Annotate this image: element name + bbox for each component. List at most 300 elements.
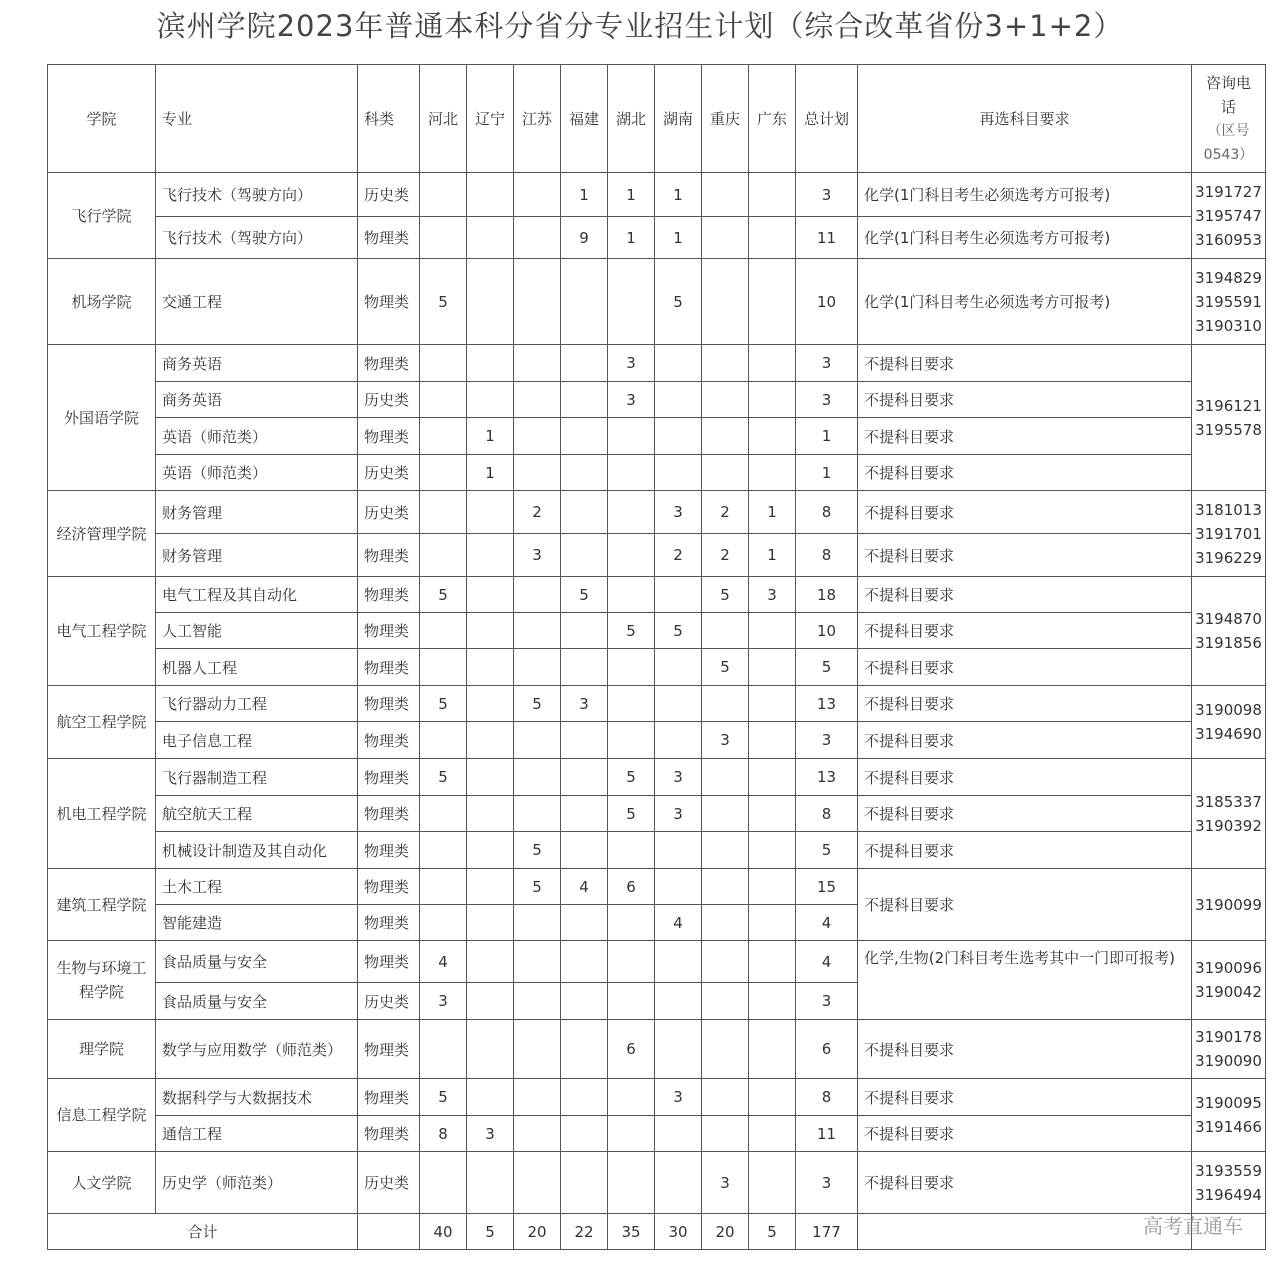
province-count bbox=[514, 382, 561, 418]
phone-number: 3190099 bbox=[1195, 895, 1262, 914]
province-count bbox=[467, 941, 514, 983]
subject-requirement: 不提科目要求 bbox=[858, 491, 1192, 534]
total-plan: 4 bbox=[796, 905, 858, 941]
subject-requirement: 化学(1门科目考生必须选考方可报考) bbox=[858, 259, 1192, 345]
phone-number: 3194870 bbox=[1195, 610, 1262, 628]
province-count bbox=[702, 1020, 749, 1079]
header-total: 总计划 bbox=[796, 65, 858, 173]
summary-count: 30 bbox=[655, 1214, 702, 1250]
province-count bbox=[608, 649, 655, 686]
province-count bbox=[702, 759, 749, 796]
header-college: 学院 bbox=[48, 65, 156, 173]
province-count bbox=[514, 649, 561, 686]
province-count bbox=[655, 1020, 702, 1079]
province-count bbox=[749, 832, 796, 869]
province-count bbox=[514, 759, 561, 796]
major-name: 数学与应用数学（师范类） bbox=[156, 1020, 358, 1079]
province-count bbox=[514, 796, 561, 832]
total-plan: 4 bbox=[796, 941, 858, 983]
province-count bbox=[702, 259, 749, 345]
province-count bbox=[561, 455, 608, 491]
province-count: 3 bbox=[749, 577, 796, 613]
province-count bbox=[702, 796, 749, 832]
total-plan: 8 bbox=[796, 491, 858, 534]
summary-count: 20 bbox=[702, 1214, 749, 1250]
province-count bbox=[749, 722, 796, 759]
province-count: 4 bbox=[655, 905, 702, 941]
table-row bbox=[48, 534, 1266, 577]
province-count bbox=[608, 905, 655, 941]
province-count bbox=[749, 613, 796, 649]
province-count bbox=[514, 941, 561, 983]
province-count bbox=[608, 418, 655, 455]
province-count: 5 bbox=[608, 796, 655, 832]
major-name: 数据科学与大数据技术 bbox=[156, 1079, 358, 1116]
subject-requirement: 化学,生物(2门科目考生选考其中一门即可报考) bbox=[858, 941, 1192, 1020]
province-count: 3 bbox=[608, 345, 655, 382]
phone-number: 3196229 bbox=[1195, 548, 1262, 567]
province-count bbox=[749, 941, 796, 983]
phone-number: 3194829 bbox=[1195, 268, 1262, 287]
province-count bbox=[702, 686, 749, 722]
phone-number: 3196121 bbox=[1195, 396, 1262, 415]
college-name: 电气工程学院 bbox=[48, 577, 156, 686]
table-row bbox=[48, 382, 1266, 418]
phone-number: 3193559 bbox=[1195, 1161, 1262, 1180]
contact-phone bbox=[1192, 1020, 1266, 1079]
subject-requirement: 化学(1门科目考生必须选考方可报考) bbox=[858, 173, 1192, 217]
header-province: 辽宁 bbox=[467, 65, 514, 173]
province-count bbox=[420, 722, 467, 759]
province-count bbox=[467, 796, 514, 832]
province-count bbox=[467, 869, 514, 905]
province-count bbox=[420, 613, 467, 649]
province-count: 3 bbox=[420, 983, 467, 1020]
province-count bbox=[749, 345, 796, 382]
province-count bbox=[420, 1152, 467, 1214]
province-count: 5 bbox=[608, 613, 655, 649]
table-row bbox=[48, 173, 1266, 217]
subject-type: 历史类 bbox=[358, 455, 420, 491]
subject-requirement: 不提科目要求 bbox=[858, 722, 1192, 759]
summary-count: 35 bbox=[608, 1214, 655, 1250]
province-count bbox=[702, 613, 749, 649]
province-count: 5 bbox=[514, 832, 561, 869]
province-count: 3 bbox=[702, 722, 749, 759]
header-row bbox=[48, 65, 1266, 173]
college-name: 航空工程学院 bbox=[48, 686, 156, 759]
province-count bbox=[749, 173, 796, 217]
summary-count: 22 bbox=[561, 1214, 608, 1250]
college-name: 生物与环境工程学院 bbox=[48, 941, 156, 1020]
major-name: 财务管理 bbox=[156, 534, 358, 577]
province-count bbox=[561, 722, 608, 759]
province-count bbox=[514, 1020, 561, 1079]
province-count: 1 bbox=[467, 455, 514, 491]
province-count bbox=[655, 455, 702, 491]
province-count bbox=[749, 1079, 796, 1116]
major-name: 食品质量与安全 bbox=[156, 983, 358, 1020]
province-count: 1 bbox=[608, 217, 655, 259]
province-count: 5 bbox=[702, 649, 749, 686]
major-name: 英语（师范类） bbox=[156, 418, 358, 455]
table-row bbox=[48, 1020, 1266, 1079]
province-count bbox=[608, 491, 655, 534]
province-count bbox=[467, 905, 514, 941]
total-plan: 10 bbox=[796, 259, 858, 345]
major-name: 飞行技术（驾驶方向） bbox=[156, 173, 358, 217]
province-count: 1 bbox=[561, 173, 608, 217]
province-count bbox=[420, 418, 467, 455]
subject-type: 物理类 bbox=[358, 345, 420, 382]
table-row bbox=[48, 1152, 1266, 1214]
contact-phone bbox=[1192, 577, 1266, 686]
phone-number: 3160953 bbox=[1195, 230, 1262, 249]
province-count bbox=[420, 649, 467, 686]
province-count: 5 bbox=[655, 613, 702, 649]
subject-requirement: 不提科目要求 bbox=[858, 613, 1192, 649]
province-count bbox=[608, 455, 655, 491]
province-count bbox=[514, 1152, 561, 1214]
phone-number: 3195747 bbox=[1195, 206, 1262, 225]
header-major: 专业 bbox=[156, 65, 358, 173]
province-count bbox=[702, 1116, 749, 1152]
subject-type: 物理类 bbox=[358, 1020, 420, 1079]
major-name: 飞行技术（驾驶方向） bbox=[156, 217, 358, 259]
header-phone bbox=[1192, 65, 1266, 173]
province-count bbox=[514, 1116, 561, 1152]
province-count bbox=[420, 173, 467, 217]
province-count bbox=[514, 217, 561, 259]
phone-number: 3190098 bbox=[1195, 701, 1262, 719]
province-count bbox=[514, 1079, 561, 1116]
subject-requirement: 不提科目要求 bbox=[858, 759, 1192, 796]
college-name: 人文学院 bbox=[48, 1152, 156, 1214]
table-row bbox=[48, 1116, 1266, 1152]
province-count bbox=[420, 1020, 467, 1079]
province-count bbox=[608, 259, 655, 345]
province-count bbox=[420, 832, 467, 869]
province-count bbox=[749, 259, 796, 345]
subject-type: 物理类 bbox=[358, 259, 420, 345]
table-row bbox=[48, 796, 1266, 832]
subject-type: 物理类 bbox=[358, 722, 420, 759]
header-province: 重庆 bbox=[702, 65, 749, 173]
subject-requirement: 不提科目要求 bbox=[858, 382, 1192, 418]
contact-phone bbox=[1192, 173, 1266, 259]
phone-number: 3181013 bbox=[1195, 500, 1262, 519]
header-type: 科类 bbox=[358, 65, 420, 173]
phone-number: 3191856 bbox=[1195, 634, 1262, 652]
province-count: 2 bbox=[655, 534, 702, 577]
province-count bbox=[420, 869, 467, 905]
province-count bbox=[655, 722, 702, 759]
province-count bbox=[514, 418, 561, 455]
major-name: 商务英语 bbox=[156, 382, 358, 418]
enrollment-plan-table bbox=[47, 64, 1266, 1250]
subject-requirement: 不提科目要求 bbox=[858, 1020, 1192, 1079]
province-count bbox=[420, 905, 467, 941]
province-count bbox=[467, 491, 514, 534]
table-row bbox=[48, 869, 1266, 905]
province-count bbox=[561, 491, 608, 534]
province-count bbox=[608, 1152, 655, 1214]
phone-number: 3190178 bbox=[1195, 1028, 1262, 1046]
province-count bbox=[561, 796, 608, 832]
province-count bbox=[608, 983, 655, 1020]
contact-phone bbox=[1192, 491, 1266, 577]
header-requirement: 再选科目要求 bbox=[858, 65, 1192, 173]
province-count: 4 bbox=[420, 941, 467, 983]
province-count bbox=[749, 686, 796, 722]
college-name: 外国语学院 bbox=[48, 345, 156, 491]
province-count bbox=[655, 649, 702, 686]
province-count bbox=[420, 491, 467, 534]
total-plan: 10 bbox=[796, 613, 858, 649]
contact-phone bbox=[1192, 1079, 1266, 1152]
subject-requirement: 不提科目要求 bbox=[858, 1116, 1192, 1152]
contact-phone bbox=[1192, 259, 1266, 345]
province-count bbox=[655, 418, 702, 455]
province-count: 1 bbox=[467, 418, 514, 455]
province-count bbox=[702, 345, 749, 382]
province-count bbox=[561, 382, 608, 418]
province-count: 5 bbox=[702, 577, 749, 613]
total-plan: 3 bbox=[796, 722, 858, 759]
province-count bbox=[467, 534, 514, 577]
table-row bbox=[48, 577, 1266, 613]
province-count bbox=[514, 577, 561, 613]
province-count bbox=[514, 173, 561, 217]
table-row bbox=[48, 722, 1266, 759]
subject-type: 历史类 bbox=[358, 1152, 420, 1214]
phone-number: 3194690 bbox=[1195, 725, 1262, 743]
total-plan: 1 bbox=[796, 455, 858, 491]
total-plan: 11 bbox=[796, 1116, 858, 1152]
total-plan: 3 bbox=[796, 1152, 858, 1214]
province-count bbox=[749, 1152, 796, 1214]
province-count bbox=[561, 983, 608, 1020]
province-count: 5 bbox=[420, 577, 467, 613]
province-count bbox=[467, 1020, 514, 1079]
province-count bbox=[608, 722, 655, 759]
province-count bbox=[561, 1152, 608, 1214]
major-name: 人工智能 bbox=[156, 613, 358, 649]
province-count bbox=[702, 983, 749, 1020]
table-row bbox=[48, 1079, 1266, 1116]
total-plan: 3 bbox=[796, 173, 858, 217]
province-count bbox=[467, 259, 514, 345]
subject-type: 物理类 bbox=[358, 832, 420, 869]
subject-type: 历史类 bbox=[358, 983, 420, 1020]
province-count: 5 bbox=[420, 259, 467, 345]
subject-type: 物理类 bbox=[358, 905, 420, 941]
province-count: 5 bbox=[608, 759, 655, 796]
college-name: 理学院 bbox=[48, 1020, 156, 1079]
province-count bbox=[608, 534, 655, 577]
major-name: 飞行器制造工程 bbox=[156, 759, 358, 796]
province-count bbox=[514, 722, 561, 759]
province-count bbox=[561, 345, 608, 382]
province-count: 5 bbox=[561, 577, 608, 613]
header-phone-line: 话 bbox=[1220, 97, 1236, 116]
major-name: 机器人工程 bbox=[156, 649, 358, 686]
province-count bbox=[467, 832, 514, 869]
table-row bbox=[48, 649, 1266, 686]
summary-type-blank bbox=[358, 1214, 420, 1250]
province-count bbox=[561, 1020, 608, 1079]
province-count bbox=[467, 577, 514, 613]
province-count: 1 bbox=[608, 173, 655, 217]
province-count bbox=[467, 613, 514, 649]
province-count bbox=[561, 1116, 608, 1152]
province-count bbox=[749, 1020, 796, 1079]
phone-number: 3191466 bbox=[1195, 1118, 1262, 1136]
province-count: 5 bbox=[420, 1079, 467, 1116]
province-count: 1 bbox=[655, 217, 702, 259]
header-province: 湖南 bbox=[655, 65, 702, 173]
major-name: 交通工程 bbox=[156, 259, 358, 345]
province-count bbox=[608, 1116, 655, 1152]
province-count bbox=[749, 455, 796, 491]
subject-type: 历史类 bbox=[358, 382, 420, 418]
subject-type: 物理类 bbox=[358, 613, 420, 649]
subject-requirement: 化学(1门科目考生必须选考方可报考) bbox=[858, 217, 1192, 259]
table-row bbox=[48, 832, 1266, 869]
subject-type: 物理类 bbox=[358, 1116, 420, 1152]
subject-requirement: 不提科目要求 bbox=[858, 534, 1192, 577]
province-count bbox=[514, 613, 561, 649]
total-plan: 13 bbox=[796, 759, 858, 796]
province-count bbox=[655, 1116, 702, 1152]
header-province: 福建 bbox=[561, 65, 608, 173]
college-name: 信息工程学院 bbox=[48, 1079, 156, 1152]
province-count bbox=[561, 905, 608, 941]
province-count bbox=[561, 941, 608, 983]
subject-requirement: 不提科目要求 bbox=[858, 869, 1192, 941]
province-count bbox=[420, 534, 467, 577]
province-count bbox=[608, 1079, 655, 1116]
summary-total: 177 bbox=[796, 1214, 858, 1250]
total-plan: 11 bbox=[796, 217, 858, 259]
college-name: 机场学院 bbox=[48, 259, 156, 345]
subject-requirement: 不提科目要求 bbox=[858, 686, 1192, 722]
major-name: 飞行器动力工程 bbox=[156, 686, 358, 722]
contact-phone bbox=[1192, 686, 1266, 759]
total-plan: 3 bbox=[796, 345, 858, 382]
subject-requirement: 不提科目要求 bbox=[858, 649, 1192, 686]
subject-type: 物理类 bbox=[358, 869, 420, 905]
total-plan: 18 bbox=[796, 577, 858, 613]
province-count bbox=[561, 649, 608, 686]
province-count bbox=[608, 941, 655, 983]
subject-type: 物理类 bbox=[358, 534, 420, 577]
province-count bbox=[608, 832, 655, 869]
phone-number: 3190095 bbox=[1195, 1094, 1262, 1112]
subject-type: 物理类 bbox=[358, 577, 420, 613]
province-count: 3 bbox=[608, 382, 655, 418]
table-row bbox=[48, 941, 1266, 983]
province-count bbox=[749, 905, 796, 941]
subject-type: 物理类 bbox=[358, 418, 420, 455]
province-count bbox=[655, 869, 702, 905]
header-phone-line: 咨询电 bbox=[1205, 73, 1251, 92]
major-name: 商务英语 bbox=[156, 345, 358, 382]
table-row bbox=[48, 686, 1266, 722]
phone-number: 3191727 bbox=[1195, 182, 1262, 201]
summary-count: 40 bbox=[420, 1214, 467, 1250]
major-name: 英语（师范类） bbox=[156, 455, 358, 491]
total-plan: 3 bbox=[796, 983, 858, 1020]
summary-row bbox=[48, 1214, 1266, 1250]
subject-type: 物理类 bbox=[358, 941, 420, 983]
phone-number: 3190042 bbox=[1195, 983, 1262, 1001]
province-count: 3 bbox=[655, 759, 702, 796]
province-count bbox=[702, 455, 749, 491]
subject-requirement: 不提科目要求 bbox=[858, 418, 1192, 455]
province-count: 1 bbox=[749, 534, 796, 577]
table-row bbox=[48, 418, 1266, 455]
contact-phone bbox=[1192, 869, 1266, 941]
subject-requirement: 不提科目要求 bbox=[858, 1079, 1192, 1116]
province-count: 5 bbox=[514, 869, 561, 905]
watermark: 高考直通车 bbox=[1143, 1214, 1243, 1238]
province-count bbox=[467, 217, 514, 259]
province-count: 4 bbox=[561, 869, 608, 905]
major-name: 航空航天工程 bbox=[156, 796, 358, 832]
province-count: 3 bbox=[702, 1152, 749, 1214]
province-count bbox=[655, 382, 702, 418]
province-count bbox=[467, 983, 514, 1020]
province-count bbox=[655, 577, 702, 613]
subject-requirement: 不提科目要求 bbox=[858, 455, 1192, 491]
summary-count: 20 bbox=[514, 1214, 561, 1250]
province-count bbox=[749, 759, 796, 796]
major-name: 智能建造 bbox=[156, 905, 358, 941]
total-plan: 13 bbox=[796, 686, 858, 722]
province-count bbox=[420, 796, 467, 832]
province-count bbox=[420, 345, 467, 382]
phone-number: 3191701 bbox=[1195, 524, 1262, 543]
province-count bbox=[655, 983, 702, 1020]
province-count bbox=[467, 345, 514, 382]
province-count bbox=[561, 534, 608, 577]
phone-number: 3185337 bbox=[1195, 792, 1262, 811]
province-count bbox=[467, 759, 514, 796]
contact-phone bbox=[1192, 941, 1266, 1020]
province-count bbox=[467, 1152, 514, 1214]
table-row bbox=[48, 613, 1266, 649]
contact-phone bbox=[1192, 759, 1266, 869]
province-count bbox=[702, 832, 749, 869]
major-name: 食品质量与安全 bbox=[156, 941, 358, 983]
province-count: 3 bbox=[561, 686, 608, 722]
province-count: 2 bbox=[514, 491, 561, 534]
province-count bbox=[608, 686, 655, 722]
subject-requirement: 不提科目要求 bbox=[858, 345, 1192, 382]
major-name: 通信工程 bbox=[156, 1116, 358, 1152]
province-count: 9 bbox=[561, 217, 608, 259]
table-row bbox=[48, 759, 1266, 796]
major-name: 机械设计制造及其自动化 bbox=[156, 832, 358, 869]
province-count: 5 bbox=[420, 759, 467, 796]
province-count: 3 bbox=[655, 1079, 702, 1116]
phone-number: 3190310 bbox=[1195, 316, 1262, 335]
province-count bbox=[655, 345, 702, 382]
province-count bbox=[514, 905, 561, 941]
summary-count: 5 bbox=[467, 1214, 514, 1250]
total-plan: 8 bbox=[796, 1079, 858, 1116]
